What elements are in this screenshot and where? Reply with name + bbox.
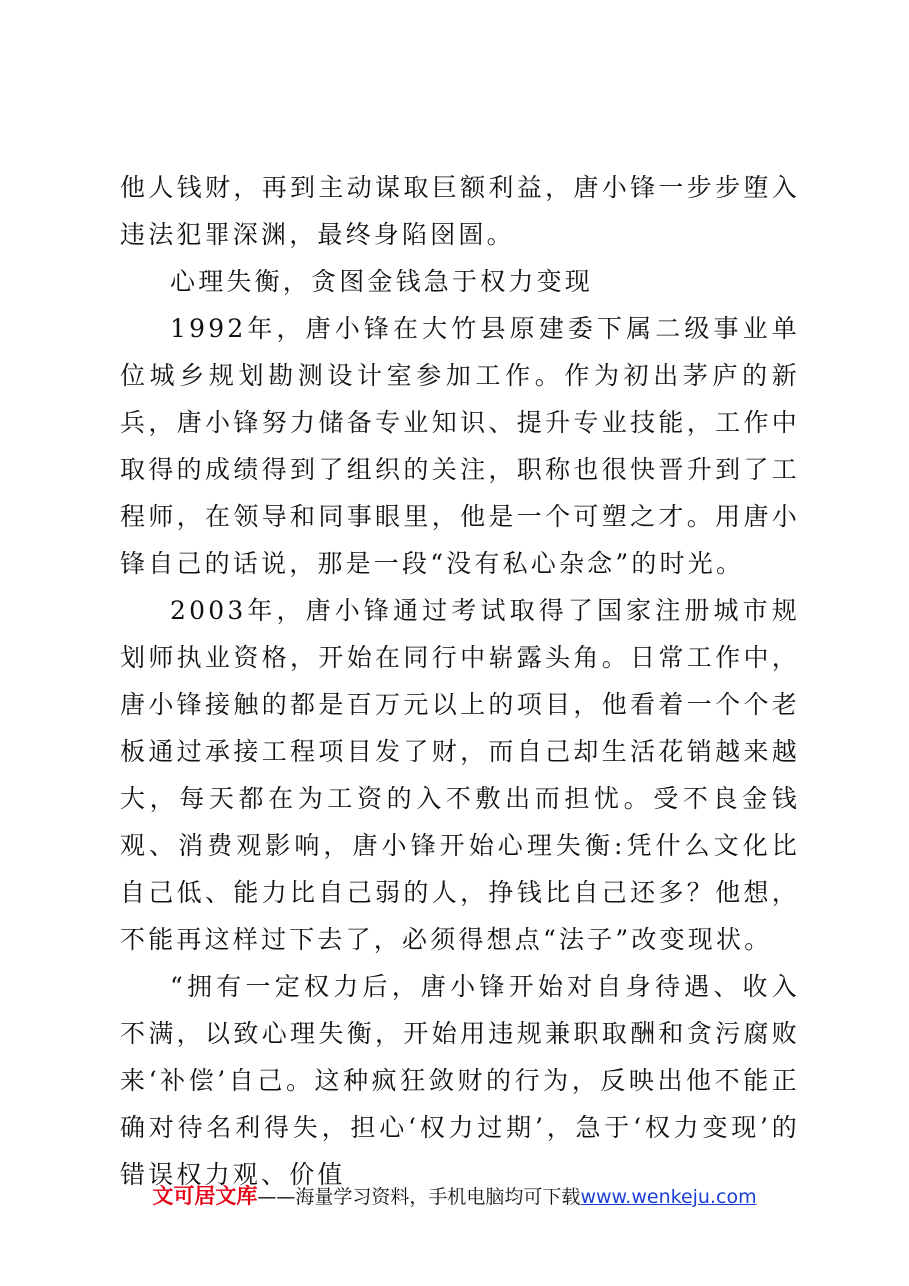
paragraph-1992: 1992年，唐小锋在大竹县原建委下属二级事业单位城乡规划勘测设计室参加工作。作为初出茅庐的新兵，唐小锋努力储备专业知识、提升专业技能，工作中取得的成绩得到了组织的关注，职称也很快晋升到了工程师，在领导和同事眼里，他是一个可塑之才。用唐小锋自己的话说，那是一段“没有私心杂念”的时光。 [120, 314, 800, 578]
footer-brand: 文可居文库 [152, 1184, 258, 1208]
paragraph-quote: “拥有一定权力后，唐小锋开始对自身待遇、收入不满，以致心理失衡，开始用违规兼职取酬和贪污腐败来‘补偿’自己。这种疯狂敛财的行为，反映出他不能正确对待名利得失，担心‘权力过期’，急于‘权力变现’的错误权力观、价值 [120, 972, 800, 1189]
document-body [120, 164, 800, 1198]
page-footer [0, 1180, 909, 1210]
footer-url-link[interactable]: www.wenkeju.com [580, 1186, 757, 1208]
paragraph-continuation: 他人钱财，再到主动谋取巨额利益，唐小锋一步步堕入违法犯罪深渊，最终身陷囹圄。 [120, 173, 800, 249]
footer-tagline: ——海量学习资料，手机电脑均可下载 [257, 1186, 581, 1208]
paragraph-2003: 2003年，唐小锋通过考试取得了国家注册城市规划师执业资格，开始在同行中崭露头角。日常工作中，唐小锋接触的都是百万元以上的项目，他看着一个个老板通过承接工程项目发了财，而自己却生活花销越来越大，每天都在为工资的入不敷出而担忧。受不良金钱观、消费观影响，唐小锋开始心理失衡:凭什么文化比自己低、能力比自己弱的人，挣钱比自己还多？他想，不能再这样过下去了，必须得想点“法子”改变现状。 [120, 596, 800, 954]
section-heading: 心理失衡，贪图金钱急于权力变现 [170, 267, 594, 296]
